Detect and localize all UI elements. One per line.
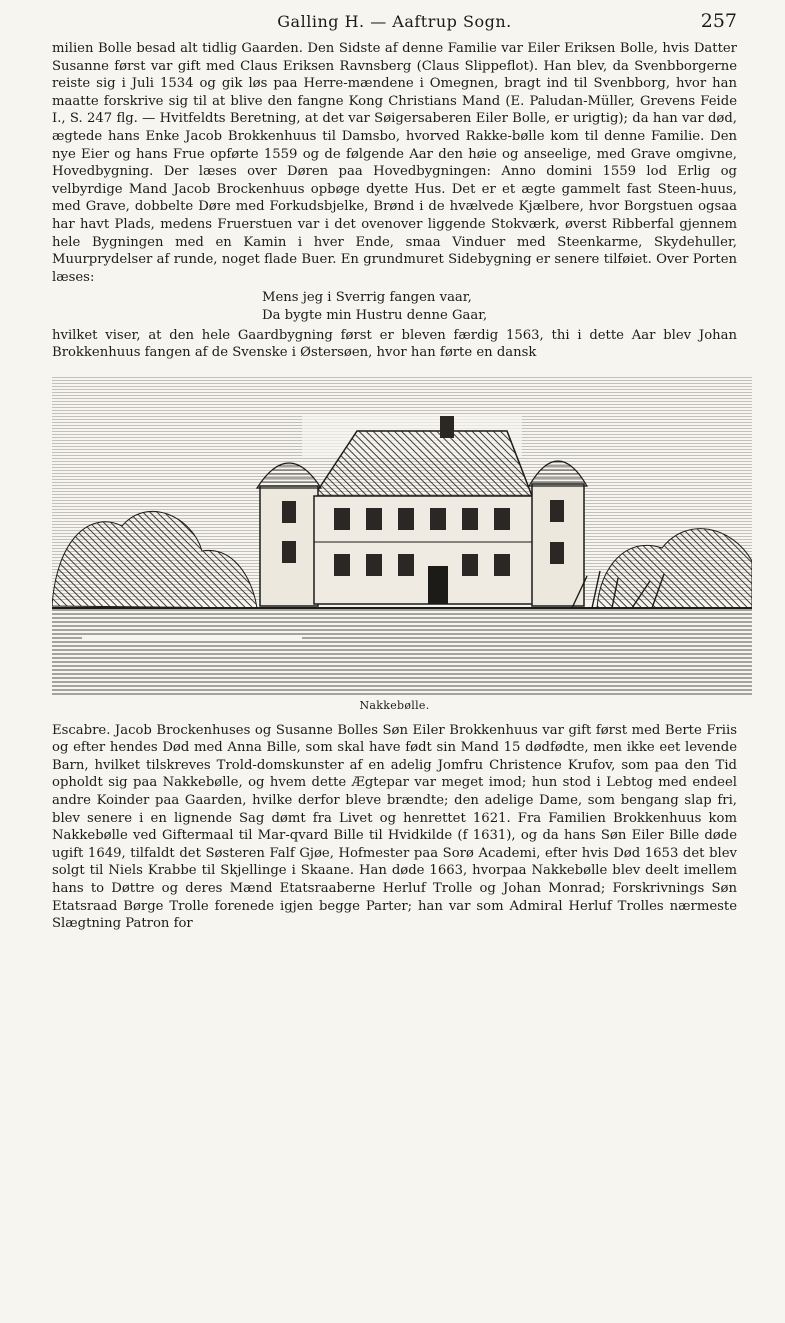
manor-engraving [52,376,752,696]
inscription-verse [262,289,737,324]
paragraph-2: hvilket viser, at den hele Gaardbygning først er bleven færdig 1563, thi i dette Aar blev Johan Brokkenhuus fangen af de Svenske i Østersøen, hvor han førte en dansk [52,327,737,361]
running-header [52,0,737,40]
figure-caption: Nakkebølle. [359,698,430,712]
engraving-figure [52,376,752,696]
moat-water [52,608,752,696]
verse-line-2: Da bygte min Hustru denne Gaar, [262,307,488,323]
paragraph-1: milien Bolle besad alt tidlig Gaarden. Den Sidste af denne Familie var Eiler Eriksen Bolle, hvis Datter Susanne først var gift med Claus Eriksen Ravnsberg (Claus Slippeflot). Han blev, da Svenbborgerne reiste sig i Juli 1534 og gik løs paa Herre-mændene i Omegnen, bragt ind til Svenbborg, hvor han maatte forskrive sig til at blive den fangne Kong Christians Mand (E. Paludan-Müller, Grevens Feide I., S. 247 flg. — Hvitfeldts Beretning, at det var Søigersaberen Eiler Bolle, er urigtig); da han var død, ægtede hans Enke Jacob Brokkenhuus til Damsbo, hvorved Rakke-bølle kom til denne Familie. Den nye Eier og hans Frue opførte 1559 og de følgende Aar den høie og anseelige, med Grave omgivne, Hovedbygning. Der læses over Døren paa Hovedbygningen: Anno domini 1559 lod Erlig og velbyrdige Mand Jacob Brockenhuus opbøge dyette Hus. Det er et ægte gammelt fast Steen-huus, med Grave, dobbelte Døre med Forkudsbjelke, Brønd i de hvælvede Kjælbere, hvor Borgstuen ogsaa har havt Plads, medens Fruerstuen var i det ovenover liggende Stokværk, øverst Ribberfal gjennem hele Bygningen med en Kamin i hver Ende, smaa Vinduer med Steenkarme, Skydehuller, Muurprydelser af runde, noget flade Buer. En grundmuret Sidebygning er senere tilføiet. Over Porten læses: [52,41,737,285]
running-title: Galling H. — Aaftrup Sogn. [277,12,512,31]
page-number: 257 [700,10,737,32]
main-door [428,566,448,604]
chimney [440,416,454,438]
paragraph-3: Escabre. Jacob Brockenhuses og Susanne Bolles Søn Eiler Brokkenhuus var gift først med Berte Friis og efter hendes Død med Anna Bille, som skal have født sin Mand 15 dødfødte, men ikke eet levende Barn, hvilket tilskreves Trold-domskunster af en adelig Jomfru Christence Krufov, som paa den Tid opholdt sig paa Nakkebølle, og hvem dette Ægtepar var meget imod; hun stod i Lebtog med endeel andre Koinder paa Gaarden, hvilke derfor bleve brændte; den adelige Dame, som bengang slap fri, blev senere i en lignende Sag dømt fra Livet og henrettet 1621. Fra Familien Brokkenhuus kom Nakkebølle ved Giftermaal til Mar-qvard Bille til Hvidkilde (f 1631), og da hans Søn Eiler Bille døde ugift 1649, tilfaldt det Søsteren Falf Gjøe, Hofmester paa Sorø Academi, efter hvis Død 1653 det blev solgt til Niels Krabbe til Skjellinge i Skaane. Han døde 1663, hvorpaa Nakkebølle blev deelt imellem hans to Døttre og deres Mænd Etatsraaberne Herluf Trolle og Johan Monrad; Forskrivnings Søn Etatsraad Børge Trolle forenede igjen begge Parter; han var som Admiral Herluf Trolles nærmeste Slægtning Patron for [52,722,737,932]
verse-line-1: Mens jeg i Sverrig fangen vaar, [262,290,472,306]
